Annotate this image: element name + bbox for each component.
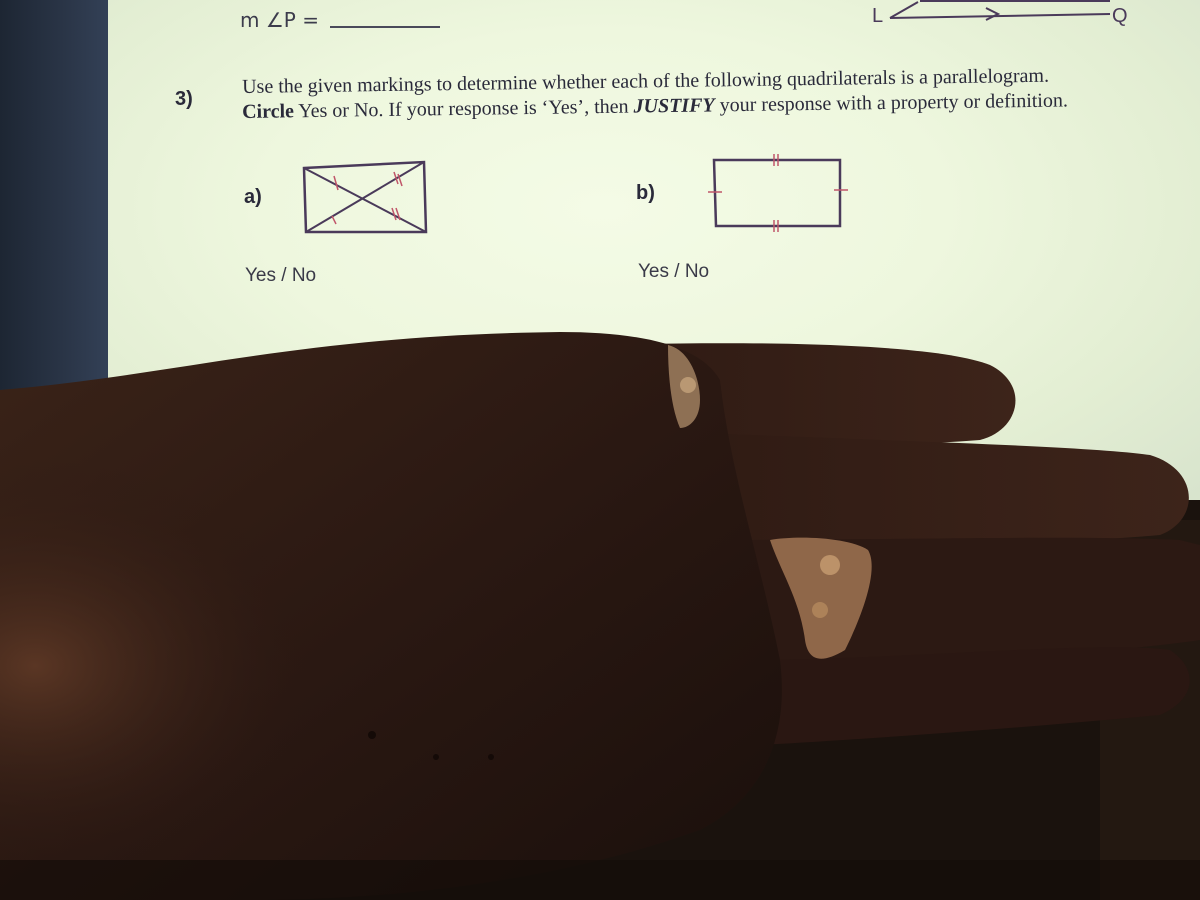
instruction-line-1: Use the given markings to determine whether each of the following quadrilaterals is a parallelogram.: [242, 64, 1050, 98]
instruction-mid-text: Yes or No. If your response is ‘Yes’, then: [293, 95, 634, 123]
part-a-choice: Yes / No: [245, 265, 317, 286]
instruction-circle-word: Circle: [242, 100, 295, 123]
part-a-label: a): [244, 186, 262, 208]
question-number: 3): [175, 88, 193, 110]
instruction-end-text: your response with a property or definition.: [714, 89, 1069, 117]
top-figure-label-q: Q: [1112, 5, 1128, 27]
top-figure-label-l: L: [872, 5, 884, 27]
instruction-justify-word: JUSTIFY: [633, 94, 715, 118]
angle-prompt: m ∠P =: [240, 8, 319, 32]
part-b-label: b): [636, 182, 655, 204]
part-b-choice: Yes / No: [638, 261, 710, 282]
